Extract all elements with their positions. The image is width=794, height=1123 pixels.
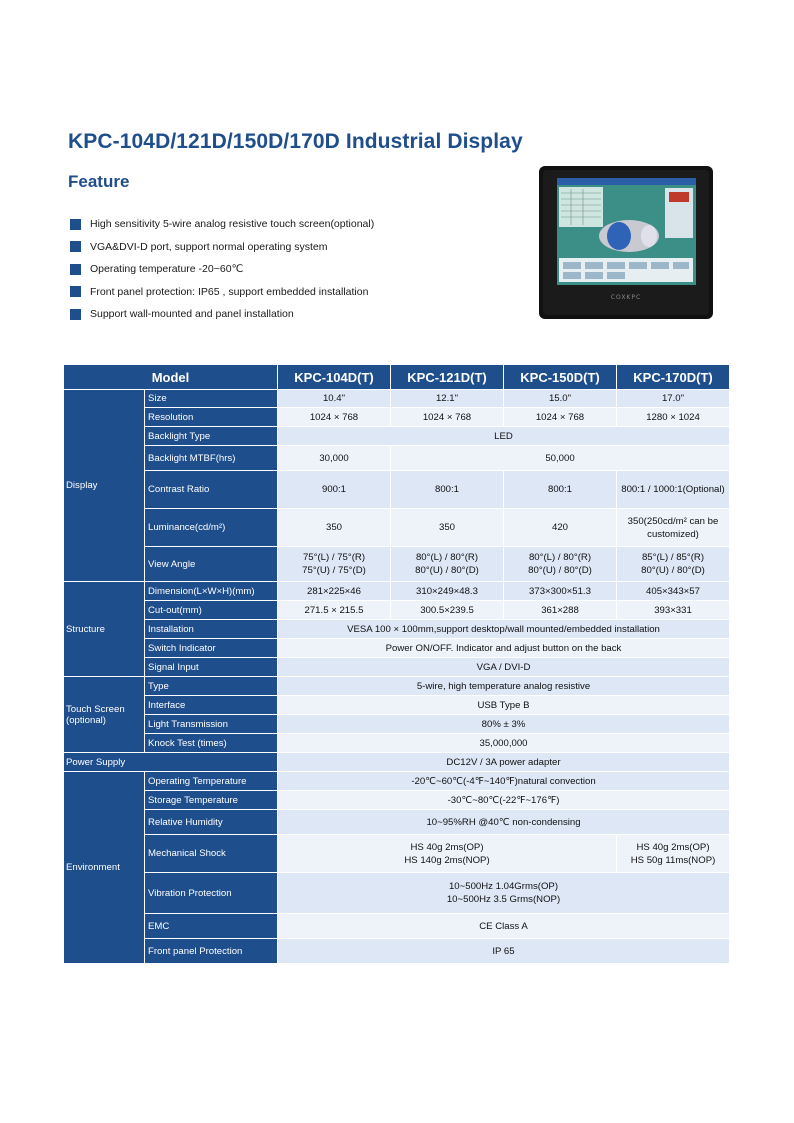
table-row: Switch Indicator Power ON/OFF. Indicator and adjust button on the back <box>64 639 729 657</box>
product-photo <box>539 166 713 319</box>
table-row: Knock Test (times) 35,000,000 <box>64 734 729 752</box>
table-row: Vibration Protection 10~500Hz 1.04Grms(OP) 10~500Hz 3.5 Grms(NOP) <box>64 873 729 913</box>
row-label: Resolution <box>145 408 277 426</box>
table-row: Mechanical Shock HS 40g 2ms(OP) HS 140g 2ms(NOP) HS 40g 2ms(OP) HS 50g 11ms(NOP) <box>64 835 729 872</box>
table-row: Signal Input VGA / DVI-D <box>64 658 729 676</box>
row-label: Installation <box>145 620 277 638</box>
table-row: Backlight Type LED <box>64 427 729 445</box>
model-header: KPC-170D(T) <box>617 365 729 389</box>
row-label: Contrast Ratio <box>145 471 277 508</box>
table-row: Touch Screen (optional) Type 5-wire, high temperature analog resistive <box>64 677 729 695</box>
page-title: KPC-104D/121D/150D/170D Industrial Display <box>68 130 523 153</box>
table-row: Display Size 10.4" 12.1" 15.0" 17.0" <box>64 390 729 407</box>
row-label: Operating Temperature <box>145 772 277 790</box>
bullet-square-icon <box>70 219 81 230</box>
feature-item: Front panel protection: IP65 , support embedded installation <box>70 281 374 304</box>
row-label: Dimension(L×W×H)(mm) <box>145 582 277 600</box>
bullet-square-icon <box>70 309 81 320</box>
table-row: Resolution 1024 × 768 1024 × 768 1024 × 768 1280 × 1024 <box>64 408 729 426</box>
category-power-supply: Power Supply <box>64 753 277 771</box>
table-row: Power Supply DC12V / 3A power adapter <box>64 753 729 771</box>
row-label: Storage Temperature <box>145 791 277 809</box>
table-row: Luminance(cd/m²) 350 350 420 350(250cd/m² can be customized) <box>64 509 729 546</box>
feature-item: High sensitivity 5-wire analog resistive touch screen(optional) <box>70 213 374 236</box>
feature-item: Support wall-mounted and panel installation <box>70 303 374 326</box>
table-row: Storage Temperature -30℃~80℃(-22℉~176℉) <box>64 791 729 809</box>
row-label: Signal Input <box>145 658 277 676</box>
row-label: Light Transmission <box>145 715 277 733</box>
row-label: Size <box>145 390 277 407</box>
table-row: Structure Dimension(L×W×H)(mm) 281×225×46 310×249×48.3 373×300×51.3 405×343×57 <box>64 582 729 600</box>
model-header: Model <box>64 365 277 389</box>
row-label: Relative Humidity <box>145 810 277 834</box>
category-structure: Structure <box>64 582 144 676</box>
table-row: Environment Operating Temperature -20℃~60℃(-4℉~140℉)natural convection <box>64 772 729 790</box>
model-header: KPC-121D(T) <box>391 365 503 389</box>
row-label: Vibration Protection <box>145 873 277 913</box>
table-row: Relative Humidity 10~95%RH @40℃ non-condensing <box>64 810 729 834</box>
feature-list <box>70 213 374 326</box>
model-header: KPC-150D(T) <box>504 365 616 389</box>
bullet-square-icon <box>70 241 81 252</box>
category-touch-screen: Touch Screen (optional) <box>64 677 144 752</box>
row-label: EMC <box>145 914 277 938</box>
brand-logo: COXKPC <box>610 294 642 301</box>
row-label: Front panel Protection <box>145 939 277 963</box>
table-row: Cut-out(mm) 271.5 × 215.5 300.5×239.5 361×288 393×331 <box>64 601 729 619</box>
table-row: Installation VESA 100 × 100mm,support desktop/wall mounted/embedded installation <box>64 620 729 638</box>
row-label: View Angle <box>145 547 277 581</box>
row-label: Interface <box>145 696 277 714</box>
row-label: Cut-out(mm) <box>145 601 277 619</box>
category-environment: Environment <box>64 772 144 963</box>
row-label: Type <box>145 677 277 695</box>
row-label: Mechanical Shock <box>145 835 277 872</box>
bullet-square-icon <box>70 264 81 275</box>
table-row: Interface USB Type B <box>64 696 729 714</box>
table-row: View Angle 75°(L) / 75°(R) 75°(U) / 75°(D) 80°(L) / 80°(R) 80°(U) / 80°(D) 80°(L) / 80°(R) 80°(U) / 80°(D) 85°(L) / 85°(R) 80°(U) / 80°(D) <box>64 547 729 581</box>
row-label: Switch Indicator <box>145 639 277 657</box>
model-header: KPC-104D(T) <box>278 365 390 389</box>
table-row: Front panel Protection IP 65 <box>64 939 729 963</box>
table-row: EMC CE Class A <box>64 914 729 938</box>
row-label: Luminance(cd/m²) <box>145 509 277 546</box>
spec-table <box>63 364 730 964</box>
feature-heading: Feature <box>68 172 130 191</box>
table-row: Light Transmission 80% ± 3% <box>64 715 729 733</box>
bullet-square-icon <box>70 286 81 297</box>
feature-item: VGA&DVI-D port, support normal operating system <box>70 236 374 259</box>
table-row: Contrast Ratio 900:1 800:1 800:1 800:1 / 1000:1(Optional) <box>64 471 729 508</box>
row-label: Backlight MTBF(hrs) <box>145 446 277 470</box>
table-row: Backlight MTBF(hrs) 30,000 50,000 <box>64 446 729 470</box>
row-label: Backlight Type <box>145 427 277 445</box>
feature-item: Operating temperature -20~60℃ <box>70 258 374 281</box>
table-header-row <box>64 365 729 389</box>
row-label: Knock Test (times) <box>145 734 277 752</box>
category-display: Display <box>64 390 144 581</box>
